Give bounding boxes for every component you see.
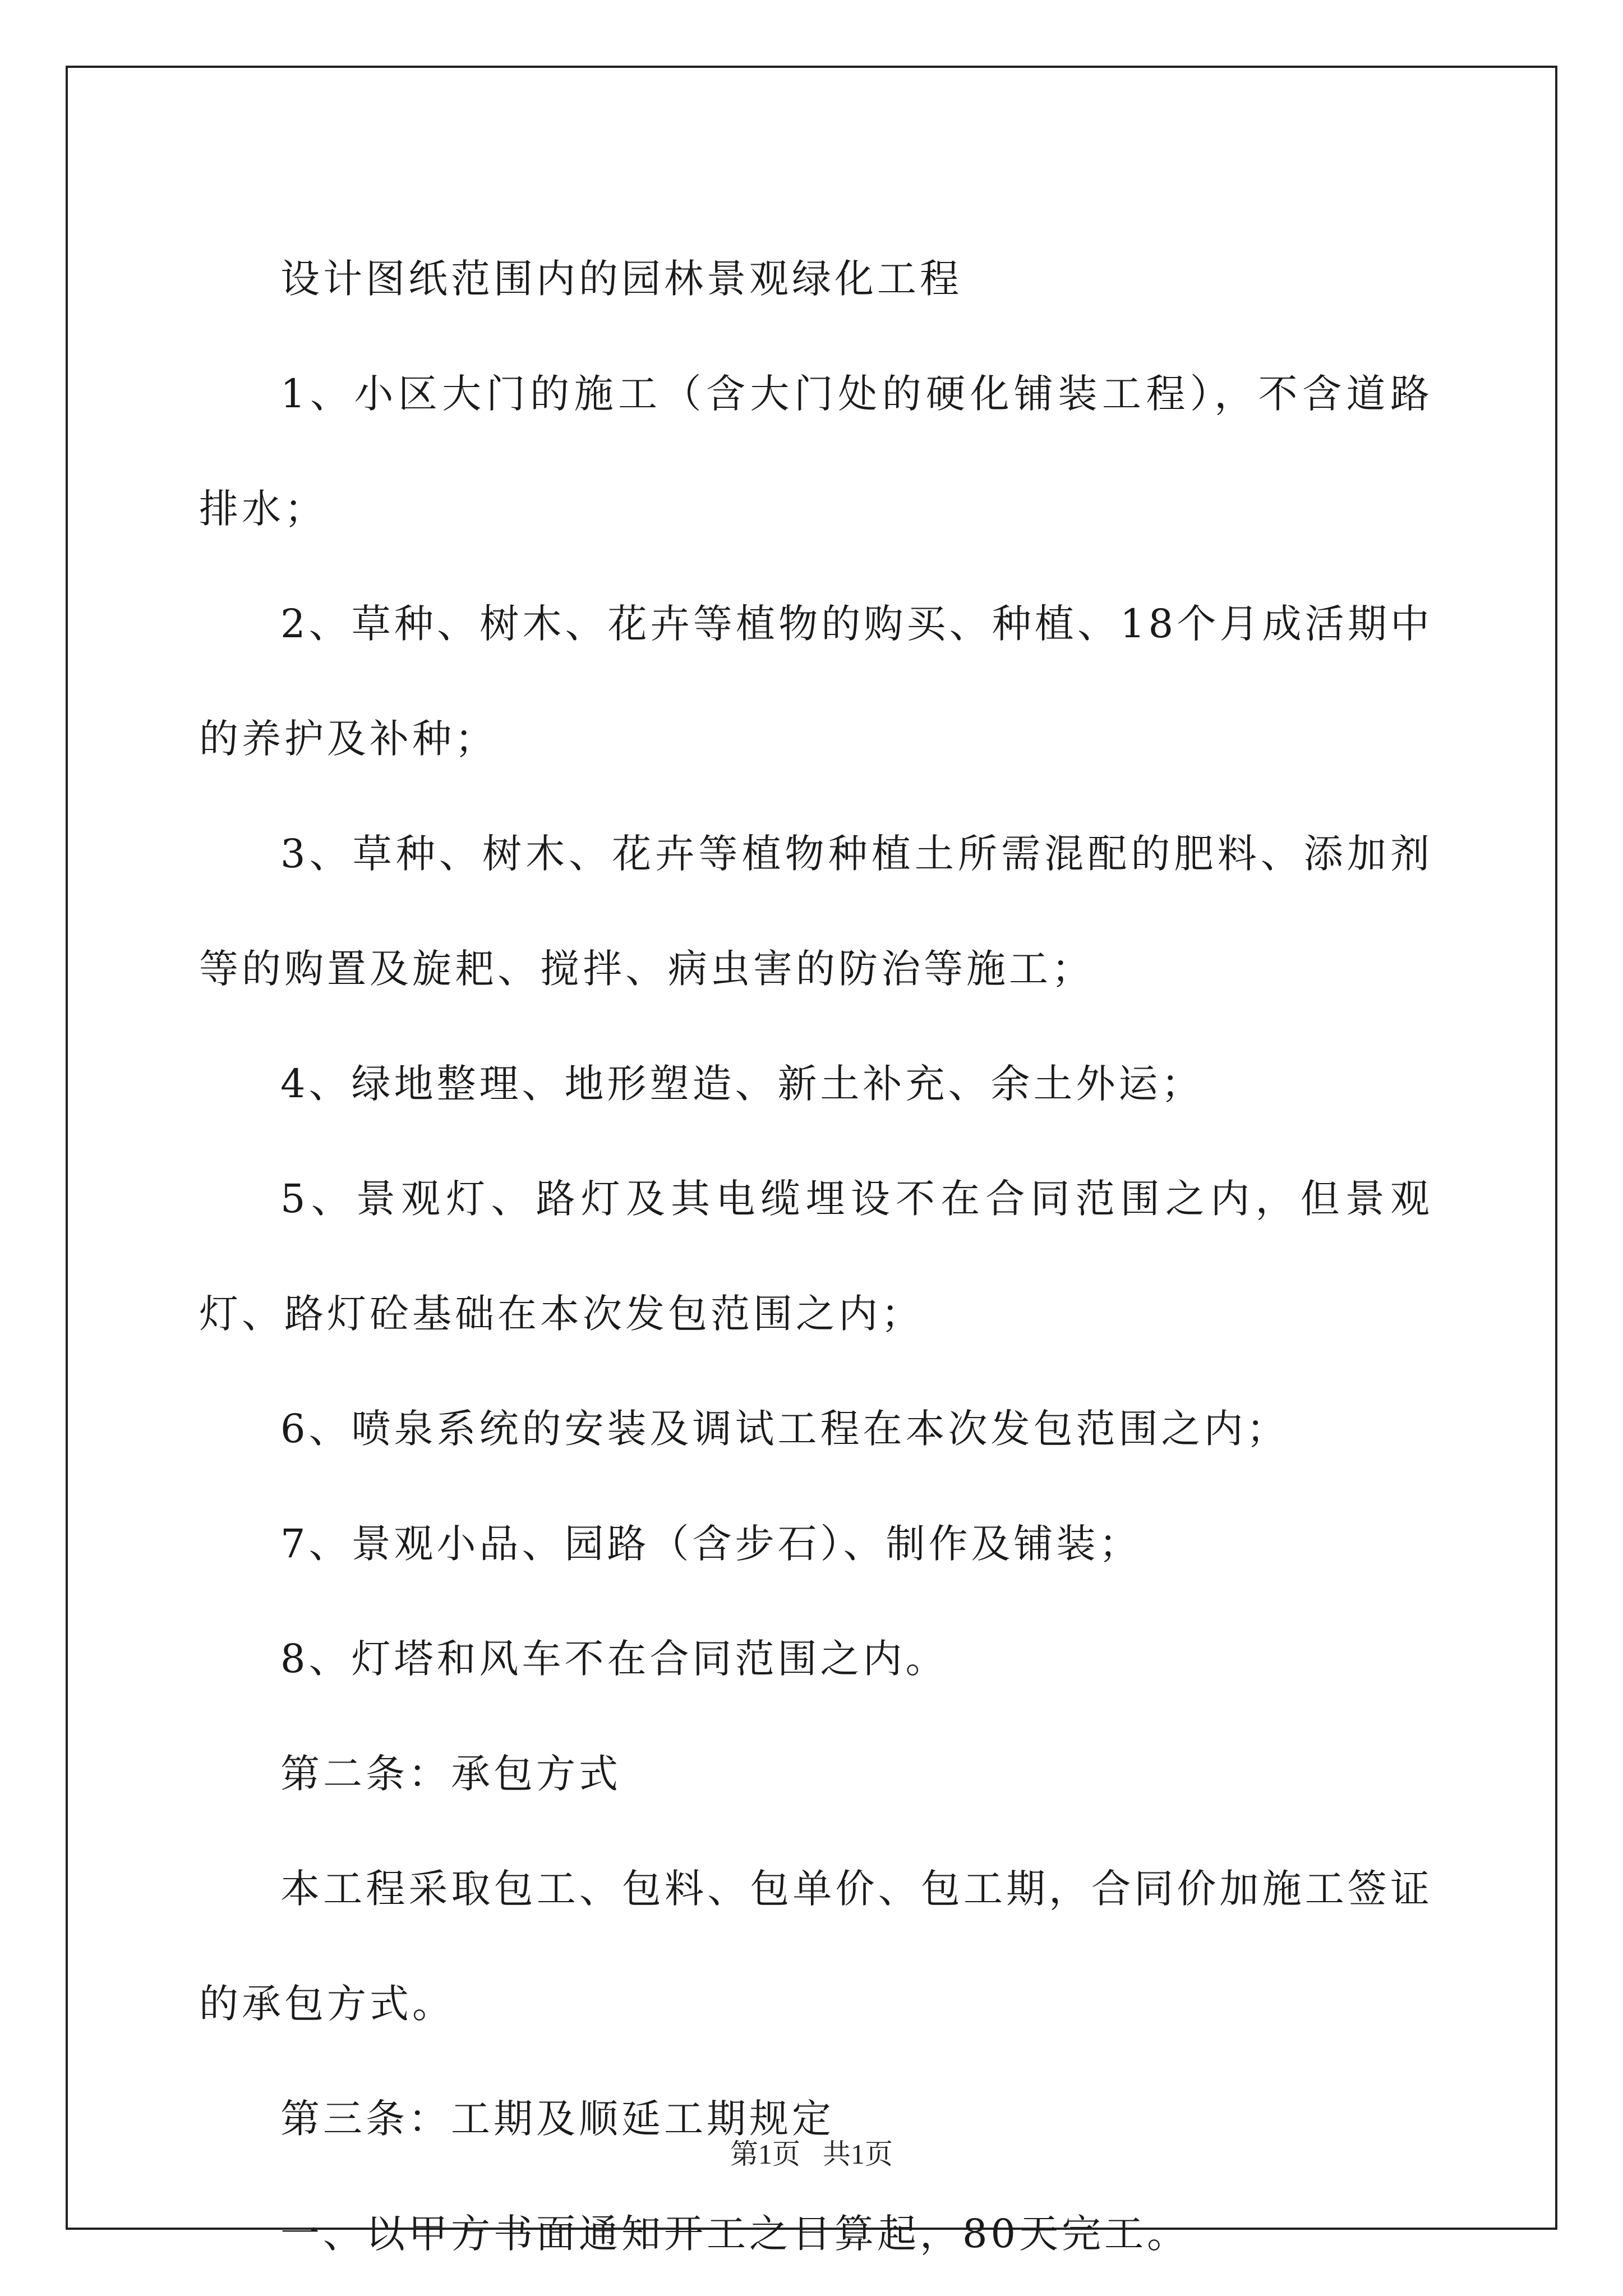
paragraph-item-3: 3、草种、树木、花卉等植物种植土所需混配的肥料、添加剂等的购置及旋耙、搅拌、病虫害的防治等施工； [199, 831, 1433, 992]
paragraph-item-5: 5、景观灯、路灯及其电缆埋设不在合同范围之内，但景观灯、路灯砼基础在本次发包范围之内； [199, 1176, 1433, 1337]
paragraph-item-4: 4、绿地整理、地形塑造、新土补充、余土外运； [280, 1061, 1204, 1107]
document-body [199, 222, 1433, 2292]
paragraph-item-1: 1、小区大门的施工（含大门处的硬化铺装工程），不含道路排水； [199, 371, 1433, 532]
section-heading-article-2: 第二条：承包方式 [280, 1751, 621, 1797]
paragraph-scope-title: 设计图纸范围内的园林景观绿化工程 [280, 256, 962, 302]
page-number-total: 共1页 [823, 2138, 893, 2170]
paragraph-item-2: 2、草种、树木、花卉等植物的购买、种植、18个月成活期中的养护及补种； [199, 601, 1433, 762]
page-number-current: 第1页 [730, 2138, 800, 2170]
section-heading-article-3: 第三条：工期及顺延工期规定 [280, 2096, 834, 2142]
paragraph-item-6: 6、喷泉系统的安装及调试工程在本次发包范围之内； [280, 1406, 1289, 1452]
page-footer [0, 2132, 1623, 2172]
paragraph-item-8: 8、灯塔和风车不在合同范围之内。 [280, 1636, 948, 1682]
paragraph-duration: 一、以甲方书面通知开工之日算起，80天完工。 [280, 2211, 1190, 2257]
paragraph-contract-method: 本工程采取包工、包料、包单价、包工期，合同价加施工签证的承包方式。 [199, 1866, 1433, 2027]
paragraph-item-7: 7、景观小品、园路（含步石）、制作及铺装； [280, 1521, 1142, 1567]
